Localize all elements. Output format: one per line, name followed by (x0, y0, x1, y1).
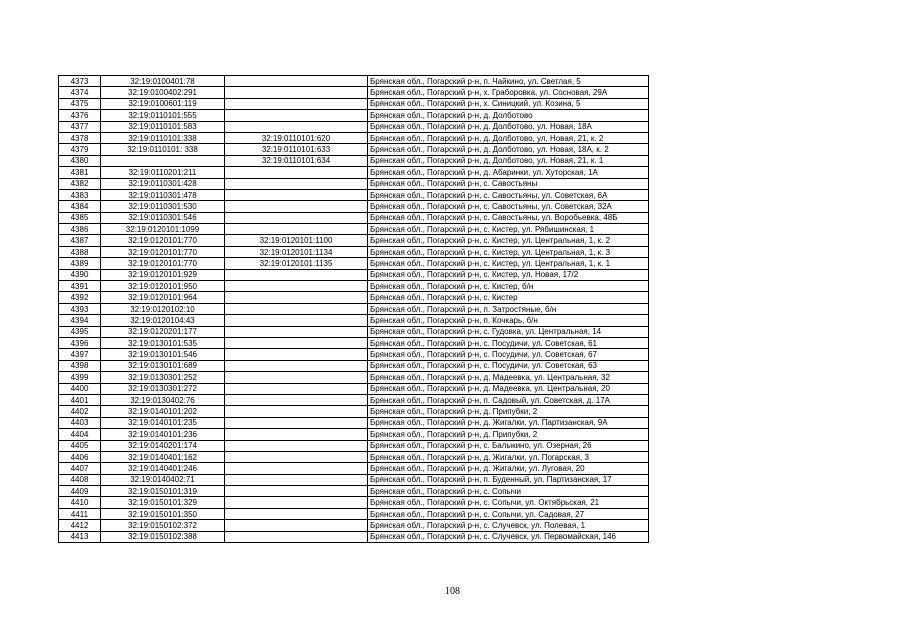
address-cell: Брянская обл., Погарский р-н, с. Сопычи (368, 486, 649, 497)
row-number-cell: 4409 (59, 486, 101, 497)
row-number-cell: 4413 (59, 531, 101, 542)
row-number-cell: 4374 (59, 87, 101, 98)
linked-cadastral-number-cell (225, 349, 368, 360)
address-cell: Брянская обл., Погарский р-н, с. Кистер, ул. Новая, 17/2 (368, 269, 649, 280)
table-row (59, 486, 649, 497)
address-cell: Брянская обл., Погарский р-н, д. Долботово, ул. Новая, 21, к. 2 (368, 132, 649, 143)
row-number-cell: 4390 (59, 269, 101, 280)
linked-cadastral-number-cell (225, 417, 368, 428)
row-number-cell: 4411 (59, 508, 101, 519)
row-number-cell: 4396 (59, 337, 101, 348)
address-cell: Брянская обл., Погарский р-н, п. Кочкарь, б/н (368, 315, 649, 326)
cadastral-number-cell: 32:19:0140101:235 (101, 417, 225, 428)
address-cell: Брянская обл., Погарский р-н, с. Сопычи, ул. Садовая, 27 (368, 508, 649, 519)
linked-cadastral-number-cell (225, 360, 368, 371)
address-cell: Брянская обл., Погарский р-н, д. Долботово, ул. Новая, 21, к. 1 (368, 155, 649, 166)
row-number-cell: 4397 (59, 349, 101, 360)
linked-cadastral-number-cell (225, 326, 368, 337)
cadastral-number-cell: 32:19:0120101:770 (101, 235, 225, 246)
cadastral-number-cell: 32:19:0120104:43 (101, 315, 225, 326)
cadastral-number-cell: 32:19:0150101:329 (101, 497, 225, 508)
linked-cadastral-number-cell (225, 372, 368, 383)
address-cell: Брянская обл., Погарский р-н, с. Кистер (368, 292, 649, 303)
table-row (59, 429, 649, 440)
row-number-cell: 4385 (59, 212, 101, 223)
linked-cadastral-number-cell (225, 281, 368, 292)
row-number-cell: 4403 (59, 417, 101, 428)
cadastral-number-cell: 32:19:0110101:338 (101, 132, 225, 143)
cadastral-number-cell: 32:19:0150101:319 (101, 486, 225, 497)
linked-cadastral-number-cell: 32:19:0120101:1135 (225, 258, 368, 269)
cadastral-number-cell: 32:19:0120101:964 (101, 292, 225, 303)
row-number-cell: 4406 (59, 451, 101, 462)
linked-cadastral-number-cell: 32:19:0110101:634 (225, 155, 368, 166)
linked-cadastral-number-cell (225, 451, 368, 462)
row-number-cell: 4380 (59, 155, 101, 166)
address-cell: Брянская обл., Погарский р-н, с. Савостьяны, ул. Советская, 6А (368, 189, 649, 200)
address-cell: Брянская обл., Погарский р-н, с. Гудовка, ул. Центральная, 14 (368, 326, 649, 337)
cadastral-number-cell: 32:19:0110101:583 (101, 121, 225, 132)
table-row (59, 201, 649, 212)
row-number-cell: 4375 (59, 98, 101, 109)
table-row (59, 292, 649, 303)
table-row (59, 520, 649, 531)
cadastral-number-cell: 32:19:0120201:177 (101, 326, 225, 337)
linked-cadastral-number-cell (225, 303, 368, 314)
row-number-cell: 4400 (59, 383, 101, 394)
address-cell: Брянская обл., Погарский р-н, с. Кистер, ул. Центральная, 1, к. 2 (368, 235, 649, 246)
cadastral-number-cell: 32:19:0110301:428 (101, 178, 225, 189)
linked-cadastral-number-cell (225, 383, 368, 394)
linked-cadastral-number-cell (225, 429, 368, 440)
row-number-cell: 4412 (59, 520, 101, 531)
address-cell: Брянская обл., Погарский р-н, д. Долботово, ул. Новая, 18А, к. 2 (368, 144, 649, 155)
address-cell: Брянская обл., Погарский р-н, п. Затростяные, б/н (368, 303, 649, 314)
property-register-table (58, 75, 649, 543)
row-number-cell: 4379 (59, 144, 101, 155)
table-row (59, 235, 649, 246)
row-number-cell: 4391 (59, 281, 101, 292)
cadastral-number-cell: 32:19:0130301:272 (101, 383, 225, 394)
table-row (59, 281, 649, 292)
cadastral-number-cell: 32:19:0130101:535 (101, 337, 225, 348)
row-number-cell: 4388 (59, 246, 101, 257)
address-cell: Брянская обл., Погарский р-н, п. Садовый, ул. Советская, д. 17А (368, 394, 649, 405)
table-row (59, 224, 649, 235)
linked-cadastral-number-cell (225, 269, 368, 280)
address-cell: Брянская обл., Погарский р-н, с. Посудичи, ул. Советская, 63 (368, 360, 649, 371)
linked-cadastral-number-cell (225, 486, 368, 497)
linked-cadastral-number-cell (225, 167, 368, 178)
row-number-cell: 4402 (59, 406, 101, 417)
table-row (59, 155, 649, 166)
row-number-cell: 4408 (59, 474, 101, 485)
cadastral-number-cell: 32:19:0110101:555 (101, 110, 225, 121)
cadastral-number-cell: 32:19:0110101: 338 (101, 144, 225, 155)
table-row (59, 98, 649, 109)
cadastral-number-cell: 32:19:0110301:530 (101, 201, 225, 212)
address-cell: Брянская обл., Погарский р-н, с. Случевск, ул. Полевая, 1 (368, 520, 649, 531)
address-cell: Брянская обл., Погарский р-н, х. Граборовка, ул. Сосновая, 29А (368, 87, 649, 98)
table-row (59, 383, 649, 394)
table-row (59, 497, 649, 508)
address-cell: Брянская обл., Погарский р-н, с. Кистер, ул. Рябишинская, 1 (368, 224, 649, 235)
cadastral-number-cell: 32:19:0140101:236 (101, 429, 225, 440)
cadastral-number-cell: 32:19:0130402:76 (101, 394, 225, 405)
cadastral-number-cell: 32:19:0110301:546 (101, 212, 225, 223)
address-cell: Брянская обл., Погарский р-н, д. Мадеевка, ул. Центральная, 20 (368, 383, 649, 394)
table-row (59, 394, 649, 405)
table-row (59, 315, 649, 326)
table-row (59, 132, 649, 143)
row-number-cell: 4382 (59, 178, 101, 189)
cadastral-number-cell: 32:19:0140401:162 (101, 451, 225, 462)
address-cell: Брянская обл., Погарский р-н, с. Сопычи, ул. Октябрьская, 21 (368, 497, 649, 508)
cadastral-number-cell: 32:19:0120101:770 (101, 246, 225, 257)
row-number-cell: 4386 (59, 224, 101, 235)
linked-cadastral-number-cell: 32:19:0110101:620 (225, 132, 368, 143)
table-row (59, 212, 649, 223)
address-cell: Брянская обл., Погарский р-н, д. Мадеевка, ул. Центральная, 32 (368, 372, 649, 383)
table-row (59, 76, 649, 87)
table-row (59, 246, 649, 257)
address-cell: Брянская обл., Погарский р-н, д. Абаринки, ул. Хуторская, 1А (368, 167, 649, 178)
address-cell: Брянская обл., Погарский р-н, д. Жигалки, ул. Партизанская, 9А (368, 417, 649, 428)
linked-cadastral-number-cell (225, 76, 368, 87)
cadastral-number-cell: 32:19:0130101:689 (101, 360, 225, 371)
table-row (59, 360, 649, 371)
cadastral-number-cell: 32:19:0140402:71 (101, 474, 225, 485)
linked-cadastral-number-cell: 32:19:0120101:1134 (225, 246, 368, 257)
table-body (59, 76, 649, 543)
linked-cadastral-number-cell (225, 201, 368, 212)
row-number-cell: 4384 (59, 201, 101, 212)
cadastral-number-cell: 32:19:0140201:174 (101, 440, 225, 451)
table-row (59, 167, 649, 178)
row-number-cell: 4378 (59, 132, 101, 143)
address-cell: Брянская обл., Погарский р-н, д. Долботово, ул. Новая, 18А (368, 121, 649, 132)
row-number-cell: 4404 (59, 429, 101, 440)
row-number-cell: 4389 (59, 258, 101, 269)
table-row (59, 440, 649, 451)
table-row (59, 87, 649, 98)
table-row (59, 349, 649, 360)
row-number-cell: 4373 (59, 76, 101, 87)
linked-cadastral-number-cell (225, 337, 368, 348)
cadastral-number-cell: 32:19:0120101:950 (101, 281, 225, 292)
cadastral-number-cell: 32:19:0120101:1099 (101, 224, 225, 235)
table-row (59, 326, 649, 337)
linked-cadastral-number-cell (225, 497, 368, 508)
linked-cadastral-number-cell (225, 440, 368, 451)
table-row (59, 508, 649, 519)
row-number-cell: 4392 (59, 292, 101, 303)
address-cell: Брянская обл., Погарский р-н, х. Синицкий, ул. Козина, 5 (368, 98, 649, 109)
linked-cadastral-number-cell (225, 178, 368, 189)
table-row (59, 451, 649, 462)
cadastral-number-cell: 32:19:0110301:478 (101, 189, 225, 200)
table-row (59, 258, 649, 269)
linked-cadastral-number-cell: 32:19:0110101:633 (225, 144, 368, 155)
linked-cadastral-number-cell (225, 508, 368, 519)
address-cell: Брянская обл., Погарский р-н, с. Савостьяны (368, 178, 649, 189)
table-row (59, 417, 649, 428)
table-row (59, 121, 649, 132)
table-row (59, 337, 649, 348)
row-number-cell: 4410 (59, 497, 101, 508)
table-row (59, 406, 649, 417)
linked-cadastral-number-cell (225, 531, 368, 542)
address-cell: Брянская обл., Погарский р-н, д. Припубки, 2 (368, 429, 649, 440)
cadastral-number-cell: 32:19:0100402:291 (101, 87, 225, 98)
table-row (59, 178, 649, 189)
address-cell: Брянская обл., Погарский р-н, с. Савостьяны, ул. Воробьевка, 48Б (368, 212, 649, 223)
linked-cadastral-number-cell: 32:19:0120101:1100 (225, 235, 368, 246)
address-cell: Брянская обл., Погарский р-н, с. Балыкино, ул. Озерная, 26 (368, 440, 649, 451)
address-cell: Брянская обл., Погарский р-н, с. Посудичи, ул. Советская, 61 (368, 337, 649, 348)
cadastral-number-cell: 32:19:0100401:78 (101, 76, 225, 87)
cadastral-number-cell: 32:19:0140401:246 (101, 463, 225, 474)
row-number-cell: 4394 (59, 315, 101, 326)
table-row (59, 110, 649, 121)
address-cell: Брянская обл., Погарский р-н, д. Жигалки, ул. Погарская, 3 (368, 451, 649, 462)
linked-cadastral-number-cell (225, 474, 368, 485)
linked-cadastral-number-cell (225, 212, 368, 223)
cadastral-number-cell: 32:19:0120102:10 (101, 303, 225, 314)
linked-cadastral-number-cell (225, 406, 368, 417)
row-number-cell: 4376 (59, 110, 101, 121)
linked-cadastral-number-cell (225, 224, 368, 235)
table-row (59, 372, 649, 383)
address-cell: Брянская обл., Погарский р-н, д. Припубки, 2 (368, 406, 649, 417)
row-number-cell: 4407 (59, 463, 101, 474)
row-number-cell: 4383 (59, 189, 101, 200)
address-cell: Брянская обл., Погарский р-н, п. Чайкино, ул. Светлая, 5 (368, 76, 649, 87)
linked-cadastral-number-cell (225, 121, 368, 132)
cadastral-number-cell: 32:19:0150102:372 (101, 520, 225, 531)
table-row (59, 463, 649, 474)
table-row (59, 303, 649, 314)
linked-cadastral-number-cell (225, 98, 368, 109)
linked-cadastral-number-cell (225, 189, 368, 200)
address-cell: Брянская обл., Погарский р-н, с. Случевск, ул. Первомайская, 146 (368, 531, 649, 542)
linked-cadastral-number-cell (225, 292, 368, 303)
address-cell: Брянская обл., Погарский р-н, д. Жигалки, ул. Луговая, 20 (368, 463, 649, 474)
linked-cadastral-number-cell (225, 87, 368, 98)
cadastral-number-cell: 32:19:0130301:252 (101, 372, 225, 383)
row-number-cell: 4393 (59, 303, 101, 314)
row-number-cell: 4405 (59, 440, 101, 451)
cadastral-number-cell: 32:19:0150101:350 (101, 508, 225, 519)
cadastral-number-cell: 32:19:0110201:211 (101, 167, 225, 178)
table-row (59, 144, 649, 155)
row-number-cell: 4398 (59, 360, 101, 371)
row-number-cell: 4381 (59, 167, 101, 178)
linked-cadastral-number-cell (225, 463, 368, 474)
address-cell: Брянская обл., Погарский р-н, п. Буденный, ул. Партизанская, 17 (368, 474, 649, 485)
address-cell: Брянская обл., Погарский р-н, с. Кистер, ул. Центральная, 1, к. 1 (368, 258, 649, 269)
cadastral-number-cell: 32:19:0120101:929 (101, 269, 225, 280)
address-cell: Брянская обл., Погарский р-н, с. Савостьяны, ул. Советская, 32А (368, 201, 649, 212)
address-cell: Брянская обл., Погарский р-н, с. Кистер, б/н (368, 281, 649, 292)
cadastral-number-cell (101, 155, 225, 166)
cadastral-number-cell: 32:19:0100601:119 (101, 98, 225, 109)
linked-cadastral-number-cell (225, 520, 368, 531)
linked-cadastral-number-cell (225, 315, 368, 326)
linked-cadastral-number-cell (225, 110, 368, 121)
cadastral-number-cell: 32:19:0140101:202 (101, 406, 225, 417)
row-number-cell: 4377 (59, 121, 101, 132)
cadastral-number-cell: 32:19:0150102:388 (101, 531, 225, 542)
address-cell: Брянская обл., Погарский р-н, с. Посудичи, ул. Советская, 67 (368, 349, 649, 360)
address-cell: Брянская обл., Погарский р-н, д. Долботово (368, 110, 649, 121)
row-number-cell: 4401 (59, 394, 101, 405)
cadastral-number-cell: 32:19:0130101:546 (101, 349, 225, 360)
table-row (59, 531, 649, 542)
table-row (59, 189, 649, 200)
table-row (59, 269, 649, 280)
table-row (59, 474, 649, 485)
row-number-cell: 4395 (59, 326, 101, 337)
row-number-cell: 4399 (59, 372, 101, 383)
address-cell: Брянская обл., Погарский р-н, с. Кистер, ул. Центральная, 1, к. 3 (368, 246, 649, 257)
row-number-cell: 4387 (59, 235, 101, 246)
cadastral-number-cell: 32:19:0120101:770 (101, 258, 225, 269)
linked-cadastral-number-cell (225, 394, 368, 405)
page-number: 108 (445, 586, 460, 597)
